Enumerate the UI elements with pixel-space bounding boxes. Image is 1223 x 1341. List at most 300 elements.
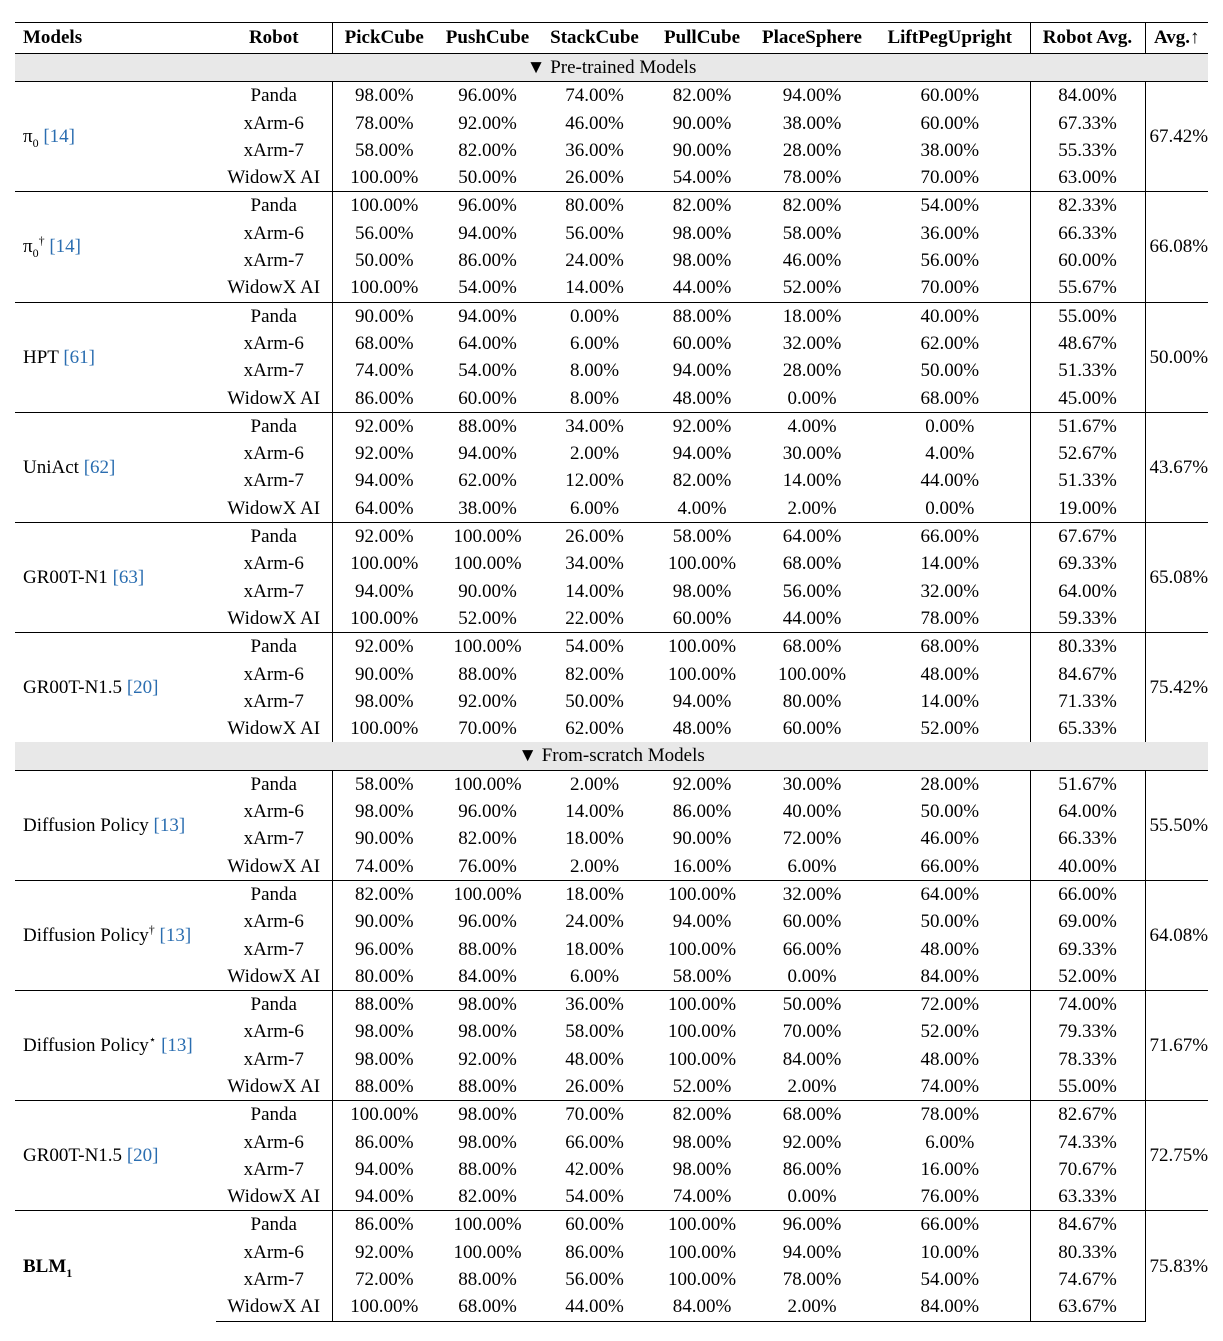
value-cell: 40.00% [782,801,842,823]
robot-cell: xArm-7 [243,938,304,960]
robot-cell: xArm-6 [243,1241,304,1263]
robot-cell: xArm-7 [243,1158,304,1180]
robot-avg-cell: 80.33% [1030,1239,1145,1266]
value-cell: 44.00% [539,1293,650,1321]
model-superscript: ⋆ [148,1032,157,1047]
robot-cell: WidowX AI [227,1186,321,1208]
value-cell: 92.00% [332,633,436,661]
value-cell: 100.00% [650,991,754,1019]
robot-avg-cell: 74.33% [1030,1129,1145,1156]
value-cell: 88.00% [458,1075,517,1097]
value-cell: 70.00% [539,1101,650,1129]
value-cell: 4.00% [925,443,975,465]
value-cell: 82.00% [565,663,624,685]
value-cell: 62.00% [565,718,624,740]
value-cell: 74.00% [332,357,436,384]
value-cell: 60.00% [672,607,732,629]
value-cell: 100.00% [332,1293,436,1321]
model-name [23,234,45,261]
table-row [15,523,1208,551]
table-row [15,192,1208,220]
value-cell: 68.00% [782,553,842,575]
robot-avg-cell: 63.33% [1030,1183,1145,1211]
value-cell: 100.00% [650,1211,754,1239]
table-row [15,1211,1208,1239]
value-cell: 90.00% [332,302,436,330]
value-cell: 34.00% [565,553,624,575]
citation-link[interactable]: [13] [153,814,186,836]
value-cell: 46.00% [920,828,980,850]
header-placesphere: PlaceSphere [762,27,862,48]
value-cell: 54.00% [458,360,517,382]
value-cell: 88.00% [458,1158,517,1180]
model-name [23,815,149,836]
value-cell: 28.00% [782,360,842,382]
value-cell: 44.00% [672,277,732,299]
value-cell: 94.00% [782,1241,842,1263]
robot-avg-cell: 66.33% [1030,825,1145,852]
value-cell: 94.00% [458,443,517,465]
value-cell: 32.00% [754,880,870,908]
robot-avg-cell: 48.67% [1030,330,1145,357]
value-cell: 96.00% [458,801,517,823]
value-cell: 48.00% [920,663,980,685]
value-cell: 86.00% [332,1129,436,1156]
value-cell: 52.00% [458,607,517,629]
value-cell: 76.00% [920,1186,980,1208]
robot-avg-cell: 74.00% [1030,991,1145,1019]
citation-link[interactable]: [61] [63,346,95,368]
value-cell: 70.00% [920,167,980,189]
value-cell: 60.00% [782,718,842,740]
robot-avg-cell: 78.33% [1030,1046,1145,1073]
value-cell: 80.00% [539,192,650,220]
robot-cell: xArm-6 [243,1021,304,1043]
header-robot: Robot [248,27,299,48]
value-cell: 36.00% [539,991,650,1019]
value-cell: 92.00% [650,770,754,798]
value-cell: 60.00% [782,911,842,933]
value-cell: 38.00% [782,112,842,134]
robot-avg-cell: 66.00% [1030,880,1145,908]
value-cell: 4.00% [677,497,727,519]
robot-avg-cell: 71.33% [1030,688,1145,715]
citation-link[interactable]: [14] [43,126,75,148]
robot-avg-cell: 84.00% [1030,82,1145,110]
robot-avg-cell: 55.00% [1030,1073,1145,1101]
model-subscript: 0 [32,136,39,151]
value-cell: 60.00% [920,112,980,134]
value-cell: 100.00% [332,550,436,577]
robot-cell: WidowX AI [227,607,321,629]
robot-avg-cell: 79.33% [1030,1018,1145,1045]
value-cell: 48.00% [672,718,732,740]
value-cell: 88.00% [458,938,517,960]
robot-cell: xArm-7 [243,470,304,492]
header-pullcube: PullCube [663,27,741,48]
value-cell: 100.00% [667,938,737,960]
value-cell: 94.00% [672,690,732,712]
value-cell: 50.00% [920,360,980,382]
value-cell: 54.00% [565,1186,624,1208]
value-cell: 92.00% [332,412,436,440]
value-cell: 66.00% [565,1131,624,1153]
value-cell: 6.00% [787,855,837,877]
value-cell: 98.00% [332,688,436,715]
robot-cell: xArm-7 [243,828,304,850]
value-cell: 44.00% [782,607,842,629]
value-cell: 68.00% [920,387,980,409]
value-cell: 14.00% [920,690,980,712]
value-cell: 94.00% [332,1156,436,1183]
model-name-text: π [23,126,33,148]
value-cell: 26.00% [539,523,650,551]
value-cell: 88.00% [458,663,517,685]
robot-cell: WidowX AI [227,855,321,877]
value-cell: 18.00% [565,828,624,850]
value-cell: 50.00% [920,911,980,933]
value-cell: 98.00% [672,250,732,272]
value-cell: 86.00% [458,250,517,272]
robot-avg-cell: 63.00% [1030,164,1145,192]
value-cell: 82.00% [672,470,732,492]
value-cell: 6.00% [569,965,620,987]
table-row [15,633,1208,661]
robot-cell: xArm-6 [243,222,304,244]
model-name-text: Diffusion Policy [23,924,149,946]
value-cell: 58.00% [782,222,842,244]
value-cell: 14.00% [565,580,624,602]
value-cell: 74.00% [332,853,436,881]
value-cell: 0.00% [787,965,837,987]
model-name-text: π [23,236,33,258]
value-cell: 64.00% [332,495,436,523]
model-subscript: 0 [32,246,39,261]
value-cell: 84.00% [458,965,517,987]
model-name [23,347,59,368]
value-cell: 100.00% [667,1048,737,1070]
value-cell: 90.00% [672,139,732,161]
robot-cell: Panda [216,1211,332,1239]
value-cell: 82.00% [754,192,870,220]
value-cell: 68.00% [436,1293,539,1321]
value-cell: 2.00% [539,770,650,798]
value-cell: 98.00% [672,222,732,244]
value-cell: 36.00% [565,139,624,161]
value-cell: 74.00% [920,1075,980,1097]
robot-avg-cell: 74.67% [1030,1266,1145,1293]
value-cell: 100.00% [453,1241,522,1263]
value-cell: 70.00% [458,718,517,740]
value-cell: 18.00% [754,302,870,330]
value-cell: 14.00% [920,553,980,575]
value-cell: 0.00% [787,1186,837,1208]
overall-avg-cell: 65.08% [1145,523,1208,633]
model-superscript: † [148,922,155,937]
citation-link[interactable]: [13] [159,924,192,946]
model-cell [15,770,216,880]
model-cell [15,302,216,412]
value-cell: 28.00% [870,770,1030,798]
robot-cell: Panda [216,880,332,908]
overall-avg-cell: 67.42% [1145,82,1208,192]
robot-cell: Panda [216,1101,332,1129]
robot-avg-cell: 66.33% [1030,220,1145,247]
value-cell: 90.00% [458,580,517,602]
model-subscript: 1 [66,1265,73,1280]
value-cell: 94.00% [672,911,732,933]
value-cell: 68.00% [870,633,1030,661]
robot-avg-cell: 63.67% [1030,1293,1145,1321]
robot-cell: WidowX AI [227,497,321,519]
robot-avg-cell: 51.67% [1030,770,1145,798]
value-cell: 56.00% [920,250,980,272]
value-cell: 54.00% [920,1269,980,1291]
robot-cell: xArm-6 [243,443,304,465]
robot-avg-cell: 52.67% [1030,440,1145,467]
header-models: Models [23,27,83,48]
value-cell: 98.00% [672,1158,732,1180]
value-cell: 74.00% [672,1186,732,1208]
value-cell: 92.00% [332,440,436,467]
value-cell: 24.00% [565,250,624,272]
value-cell: 28.00% [782,139,842,161]
robot-cell: Panda [216,633,332,661]
robot-avg-cell: 82.33% [1030,192,1145,220]
value-cell: 6.00% [925,1131,975,1153]
citation-link[interactable]: [14] [49,236,81,258]
value-cell: 78.00% [782,1269,842,1291]
value-cell: 86.00% [672,801,732,823]
value-cell: 100.00% [332,164,436,192]
value-cell: 58.00% [332,137,436,164]
header-liftpegupright: LiftPegUpright [887,27,1013,48]
citation-link[interactable]: [62] [83,456,116,478]
robot-cell: xArm-7 [243,1269,304,1291]
value-cell: 50.00% [565,690,624,712]
value-cell: 88.00% [458,1269,517,1291]
value-cell: 68.00% [754,633,870,661]
value-cell: 0.00% [539,302,650,330]
value-cell: 88.00% [332,991,436,1019]
robot-cell: xArm-7 [243,360,304,382]
value-cell: 100.00% [332,715,436,742]
model-name [23,567,108,588]
model-name-text: Diffusion Policy [23,814,149,836]
robot-avg-cell: 64.00% [1030,798,1145,825]
model-name-text: GR00T-N1.5 [23,1145,123,1167]
robot-cell: WidowX AI [227,1075,321,1097]
value-cell: 56.00% [565,1269,624,1291]
value-cell: 2.00% [569,443,620,465]
value-cell: 34.00% [539,412,650,440]
model-cell [15,412,216,522]
value-cell: 8.00% [569,360,620,382]
value-cell: 100.00% [777,663,847,685]
value-cell: 94.00% [332,578,436,605]
robot-avg-cell: 55.67% [1030,274,1145,302]
value-cell: 94.00% [436,302,539,330]
value-cell: 82.00% [650,82,754,110]
overall-avg-cell: 66.08% [1145,192,1208,302]
robot-cell: xArm-7 [243,580,304,602]
value-cell: 2.00% [787,497,837,519]
value-cell: 2.00% [754,1293,870,1321]
model-name [23,126,39,151]
model-name-text: UniAct [23,456,79,478]
value-cell: 84.00% [870,1293,1030,1321]
value-cell: 12.00% [565,470,624,492]
value-cell: 98.00% [332,798,436,825]
robot-cell: WidowX AI [216,1293,332,1321]
value-cell: 92.00% [650,412,754,440]
table-row [15,880,1208,908]
value-cell: 0.00% [787,387,837,409]
value-cell: 100.00% [436,523,539,551]
header-row [15,23,1208,54]
citation-link[interactable]: [20] [126,1145,159,1167]
value-cell: 52.00% [782,277,842,299]
value-cell: 84.00% [782,1048,842,1070]
citation-link[interactable]: [13] [161,1035,193,1057]
value-cell: 2.00% [569,855,620,877]
value-cell: 48.00% [920,938,980,960]
value-cell: 100.00% [650,880,754,908]
robot-cell: xArm-7 [243,139,304,161]
section-title: ▼ Pre-trained Models [15,54,1208,82]
value-cell: 88.00% [332,1073,436,1101]
robot-cell: Panda [216,192,332,220]
value-cell: 56.00% [782,580,842,602]
value-cell: 90.00% [332,908,436,935]
header-pickcube: PickCube [332,23,436,54]
value-cell: 38.00% [920,139,980,161]
value-cell: 30.00% [754,770,870,798]
robot-avg-cell: 70.67% [1030,1156,1145,1183]
citation-link[interactable]: [20] [126,677,159,699]
overall-avg-cell: 71.67% [1145,991,1208,1101]
header-avg: Avg.↑ [1145,23,1208,54]
value-cell: 78.00% [920,607,980,629]
value-cell: 16.00% [672,855,732,877]
value-cell: 56.00% [565,222,624,244]
value-cell: 98.00% [332,1018,436,1045]
value-cell: 96.00% [754,1211,870,1239]
robot-cell: Panda [216,302,332,330]
table-row [15,991,1208,1019]
value-cell: 14.00% [565,277,624,299]
model-name-text: GR00T-N1.5 [23,677,123,699]
overall-avg-cell: 55.50% [1145,770,1208,880]
value-cell: 98.00% [436,1101,539,1129]
value-cell: 98.00% [458,1131,517,1153]
model-cell [15,991,216,1101]
section-header-row [15,742,1208,770]
model-name [23,1032,157,1057]
robot-cell: xArm-6 [243,112,304,134]
value-cell: 10.00% [920,1241,980,1263]
model-cell [15,192,216,302]
value-cell: 54.00% [539,633,650,661]
value-cell: 96.00% [436,192,539,220]
value-cell: 70.00% [920,277,980,299]
value-cell: 96.00% [332,936,436,963]
value-cell: 60.00% [672,332,732,354]
robot-avg-cell: 84.67% [1030,661,1145,688]
model-cell [15,633,216,743]
robot-cell: xArm-6 [243,332,304,354]
value-cell: 82.00% [458,828,517,850]
value-cell: 30.00% [782,443,842,465]
value-cell: 100.00% [436,770,539,798]
citation-link[interactable]: [63] [112,566,145,588]
value-cell: 100.00% [667,553,737,575]
value-cell: 100.00% [667,1241,737,1263]
value-cell: 22.00% [565,607,624,629]
section-title: ▼ From-scratch Models [15,742,1208,770]
model-name [23,677,122,698]
value-cell: 56.00% [332,220,436,247]
value-cell: 2.00% [787,1075,837,1097]
robot-cell: xArm-7 [243,690,304,712]
robot-avg-cell: 65.33% [1030,715,1145,742]
value-cell: 68.00% [332,330,436,357]
value-cell: 82.00% [650,192,754,220]
value-cell: 96.00% [458,911,517,933]
value-cell: 100.00% [332,605,436,633]
robot-avg-cell: 19.00% [1030,495,1145,523]
value-cell: 48.00% [565,1048,624,1070]
value-cell: 86.00% [782,1158,842,1180]
robot-cell: Panda [216,412,332,440]
value-cell: 72.00% [782,828,842,850]
value-cell: 100.00% [453,553,522,575]
value-cell: 50.00% [754,991,870,1019]
robot-avg-cell: 69.00% [1030,908,1145,935]
value-cell: 32.00% [920,580,980,602]
robot-avg-cell: 84.67% [1030,1211,1145,1239]
robot-cell: WidowX AI [227,718,321,740]
value-cell: 94.00% [672,360,732,382]
value-cell: 42.00% [565,1158,624,1180]
model-cell [15,880,216,990]
robot-cell: WidowX AI [227,167,321,189]
value-cell: 4.00% [754,412,870,440]
robot-cell: Panda [216,523,332,551]
model-name [23,1255,73,1280]
value-cell: 62.00% [920,332,980,354]
value-cell: 74.00% [539,82,650,110]
value-cell: 6.00% [569,497,620,519]
overall-avg-cell: 75.83% [1145,1211,1208,1321]
robot-cell: xArm-6 [243,1131,304,1153]
header-pushcube: PushCube [445,27,530,48]
value-cell: 90.00% [672,112,732,134]
overall-avg-cell: 64.08% [1145,880,1208,990]
value-cell: 44.00% [920,470,980,492]
robot-avg-cell: 59.33% [1030,605,1145,633]
value-cell: 98.00% [332,1046,436,1073]
robot-cell: xArm-6 [243,801,304,823]
value-cell: 26.00% [565,167,624,189]
value-cell: 92.00% [782,1131,842,1153]
table-row [15,302,1208,330]
model-cell [15,1211,216,1321]
value-cell: 64.00% [754,523,870,551]
robot-cell: Panda [216,82,332,110]
value-cell: 100.00% [667,1269,737,1291]
value-cell: 80.00% [782,690,842,712]
